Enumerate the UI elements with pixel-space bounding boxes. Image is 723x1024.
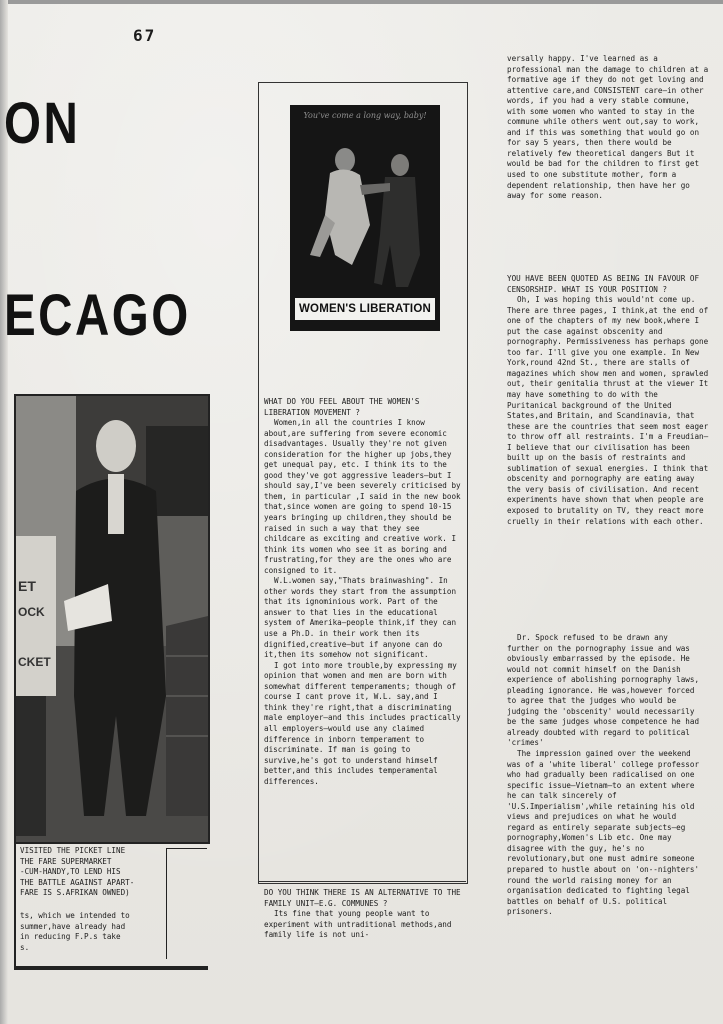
family-unit-answer	[264, 888, 462, 941]
photo-caption-box	[14, 838, 208, 968]
answer-paragraph: I got into more trouble,by expressing my opinion that women and men are born with somewhat different temperaments; though of course I cant prove it, W.L. say,and I think they're right,that a discriminating male employer—and this includes practically all employers—would use any claimed difference in inborn temperament to discriminate. If man is going to survive,he's got to understand himself better,and this includes temperamental differences.	[264, 660, 461, 786]
caption-line: VISITED THE PICKET LINE	[20, 846, 126, 855]
answer-paragraph: versally happy. I've learned as a professional man the damage to children at a formative age if they do not get loving and attentive care,and CONSISTENT care—in other words, if you had a very stable commune, with some women who wanted to stay in the commune while others went out,say to work, and if this was something that would go on for say 5 years, then there would be relatively few theoretical dangers But it would be bad for the children to first get used to one substitute mother, form a dependent relationship, then have her go away for some reason.	[507, 54, 709, 201]
family-unit-answer-continued	[507, 54, 709, 202]
caption-line: in reducing F.P.s take	[20, 932, 121, 942]
answer-paragraph: Women,in all the countries I know about,are suffering from severe economic disadvantages. Usually they're not given consideration for the higher up jobs,they get unequal pay, etc. I think its to the good they've got aggressive leaders—but I should say,I've been severely criticised by them, in particular ,I said in the new book that,since women are going to spend 10-15 years bringing up children,they should be raised in such a way that they see childcare as exciting and creative work. I think its women who see it as boring and frustrating,for they are the ones who are consigned to it.	[264, 418, 461, 575]
caption-line: THE FARE SUPERMARKET	[20, 856, 112, 866]
answer-paragraph: Its fine that young people want to experiment with untraditional methods,and family life is not uni-	[264, 909, 452, 940]
svg-text:OCK: OCK	[18, 605, 45, 619]
page-top-edge	[0, 0, 723, 4]
caption-line: FARE IS S.AFRIKAN OWNED)	[20, 888, 130, 898]
womens-liberation-poster	[290, 105, 440, 331]
caption-line: s.	[20, 942, 30, 952]
poster-title: WOMEN'S LIBERATION	[295, 298, 435, 320]
bottom-rule	[14, 968, 208, 970]
caption-line: summer,have already had	[20, 921, 126, 931]
svg-text:CKET: CKET	[18, 655, 51, 669]
question-heading: DO YOU THINK THERE IS AN ALTERNATIVE TO THE FAMILY UNIT—E.G. COMMUNES ?	[264, 888, 461, 908]
commentary-paragraph: Dr. Spock refused to be drawn any further on the pornography issue and was obviously embarrassed by the episode. He would not commit himself on the Danish experience of abolishing pornography laws, pleading ignorance. He was,however forced to agree that the judges who would be judging the 'obscenity' would necessarily be the same judges whose competence he had already doubted with regard to political 'crimes'	[507, 633, 700, 748]
photo-caption	[20, 846, 160, 953]
answer-paragraph: Oh, I was hoping this would'nt come up. There are three pages, I think,at the end of one of the chapters of my new book,where I put the case against obscenity and pornography. Permissiveness has perhaps gone too far. I'll give you one example. In New York,round 42nd St., there are stalls of magazines which show men and women, sprawled out, their genitalia thrust at the viewer It may have something to do with the Puritanical background of the United States,and Britain, and Scandinavia, that these are the countries that seem most eager to throw off all restraints. I'm a Freudian—I believe that our civilisation has been built up on the basis of restraints and sublimation of sexual energies. I think that obscenity and pornography are eating away the very basis of civilisation. And recent experiments have shown that when people are exposed to brutality on TV, they react more cruelly in their relations with each other.	[507, 295, 709, 526]
question-heading: WHAT DO YOU FEEL ABOUT THE WOMEN'S LIBERATION MOVEMENT ?	[264, 397, 420, 417]
headline-fragment-bottom: ECAGO	[4, 283, 191, 348]
headline-fragment-top: ON	[4, 91, 81, 156]
caption-line: ts, which we intended to	[20, 910, 130, 920]
answer-paragraph: W.L.women say,"Thats brainwashing". In other words they start from the assumption that its ignominious work. Part of the answer to that lies in the educational system of Amerika—people think,if they can use a Ph.D. in their work then its dignified,creative—but if anyone can do it,then its somehow not significant.	[264, 576, 457, 660]
page-number: 67	[133, 26, 157, 45]
commentary-paragraph: The impression gained over the weekend was of a 'white liberal' college professor who had gradually been radicalised on one specific issue—Vietnam—to an extent where he can talk sincerely of 'U.S.Imperialism',while retaining his old views and prejudices on what he would regard as entirely separate subjects—eg pornography,Women's Lib etc. One may disagree with the guy, he's no revolutionary,but one must admire someone prepared to hustle about on 'on--nighters' round the world raising money for an organisation dedicated to fighting legal battles on behalf of U.S. political prisoners.	[507, 749, 700, 917]
question-heading: YOU HAVE BEEN QUOTED AS BEING IN FAVOUR OF CENSORSHIP. WHAT IS YOUR POSITION ?	[507, 274, 700, 294]
svg-text:ET: ET	[18, 578, 36, 594]
poster-tagline: You've come a long way, baby!	[303, 111, 427, 120]
caption-line: -CUM-HANDY,TO LEND HIS	[20, 867, 121, 877]
censorship-answer	[507, 274, 709, 527]
column-divider	[258, 881, 466, 882]
closing-commentary	[507, 633, 703, 918]
caption-line: THE BATTLE AGAINST APART-	[20, 877, 135, 887]
picket-line-photo	[14, 394, 210, 844]
caption-inset-frame	[166, 848, 207, 959]
womens-lib-answer	[264, 397, 462, 787]
